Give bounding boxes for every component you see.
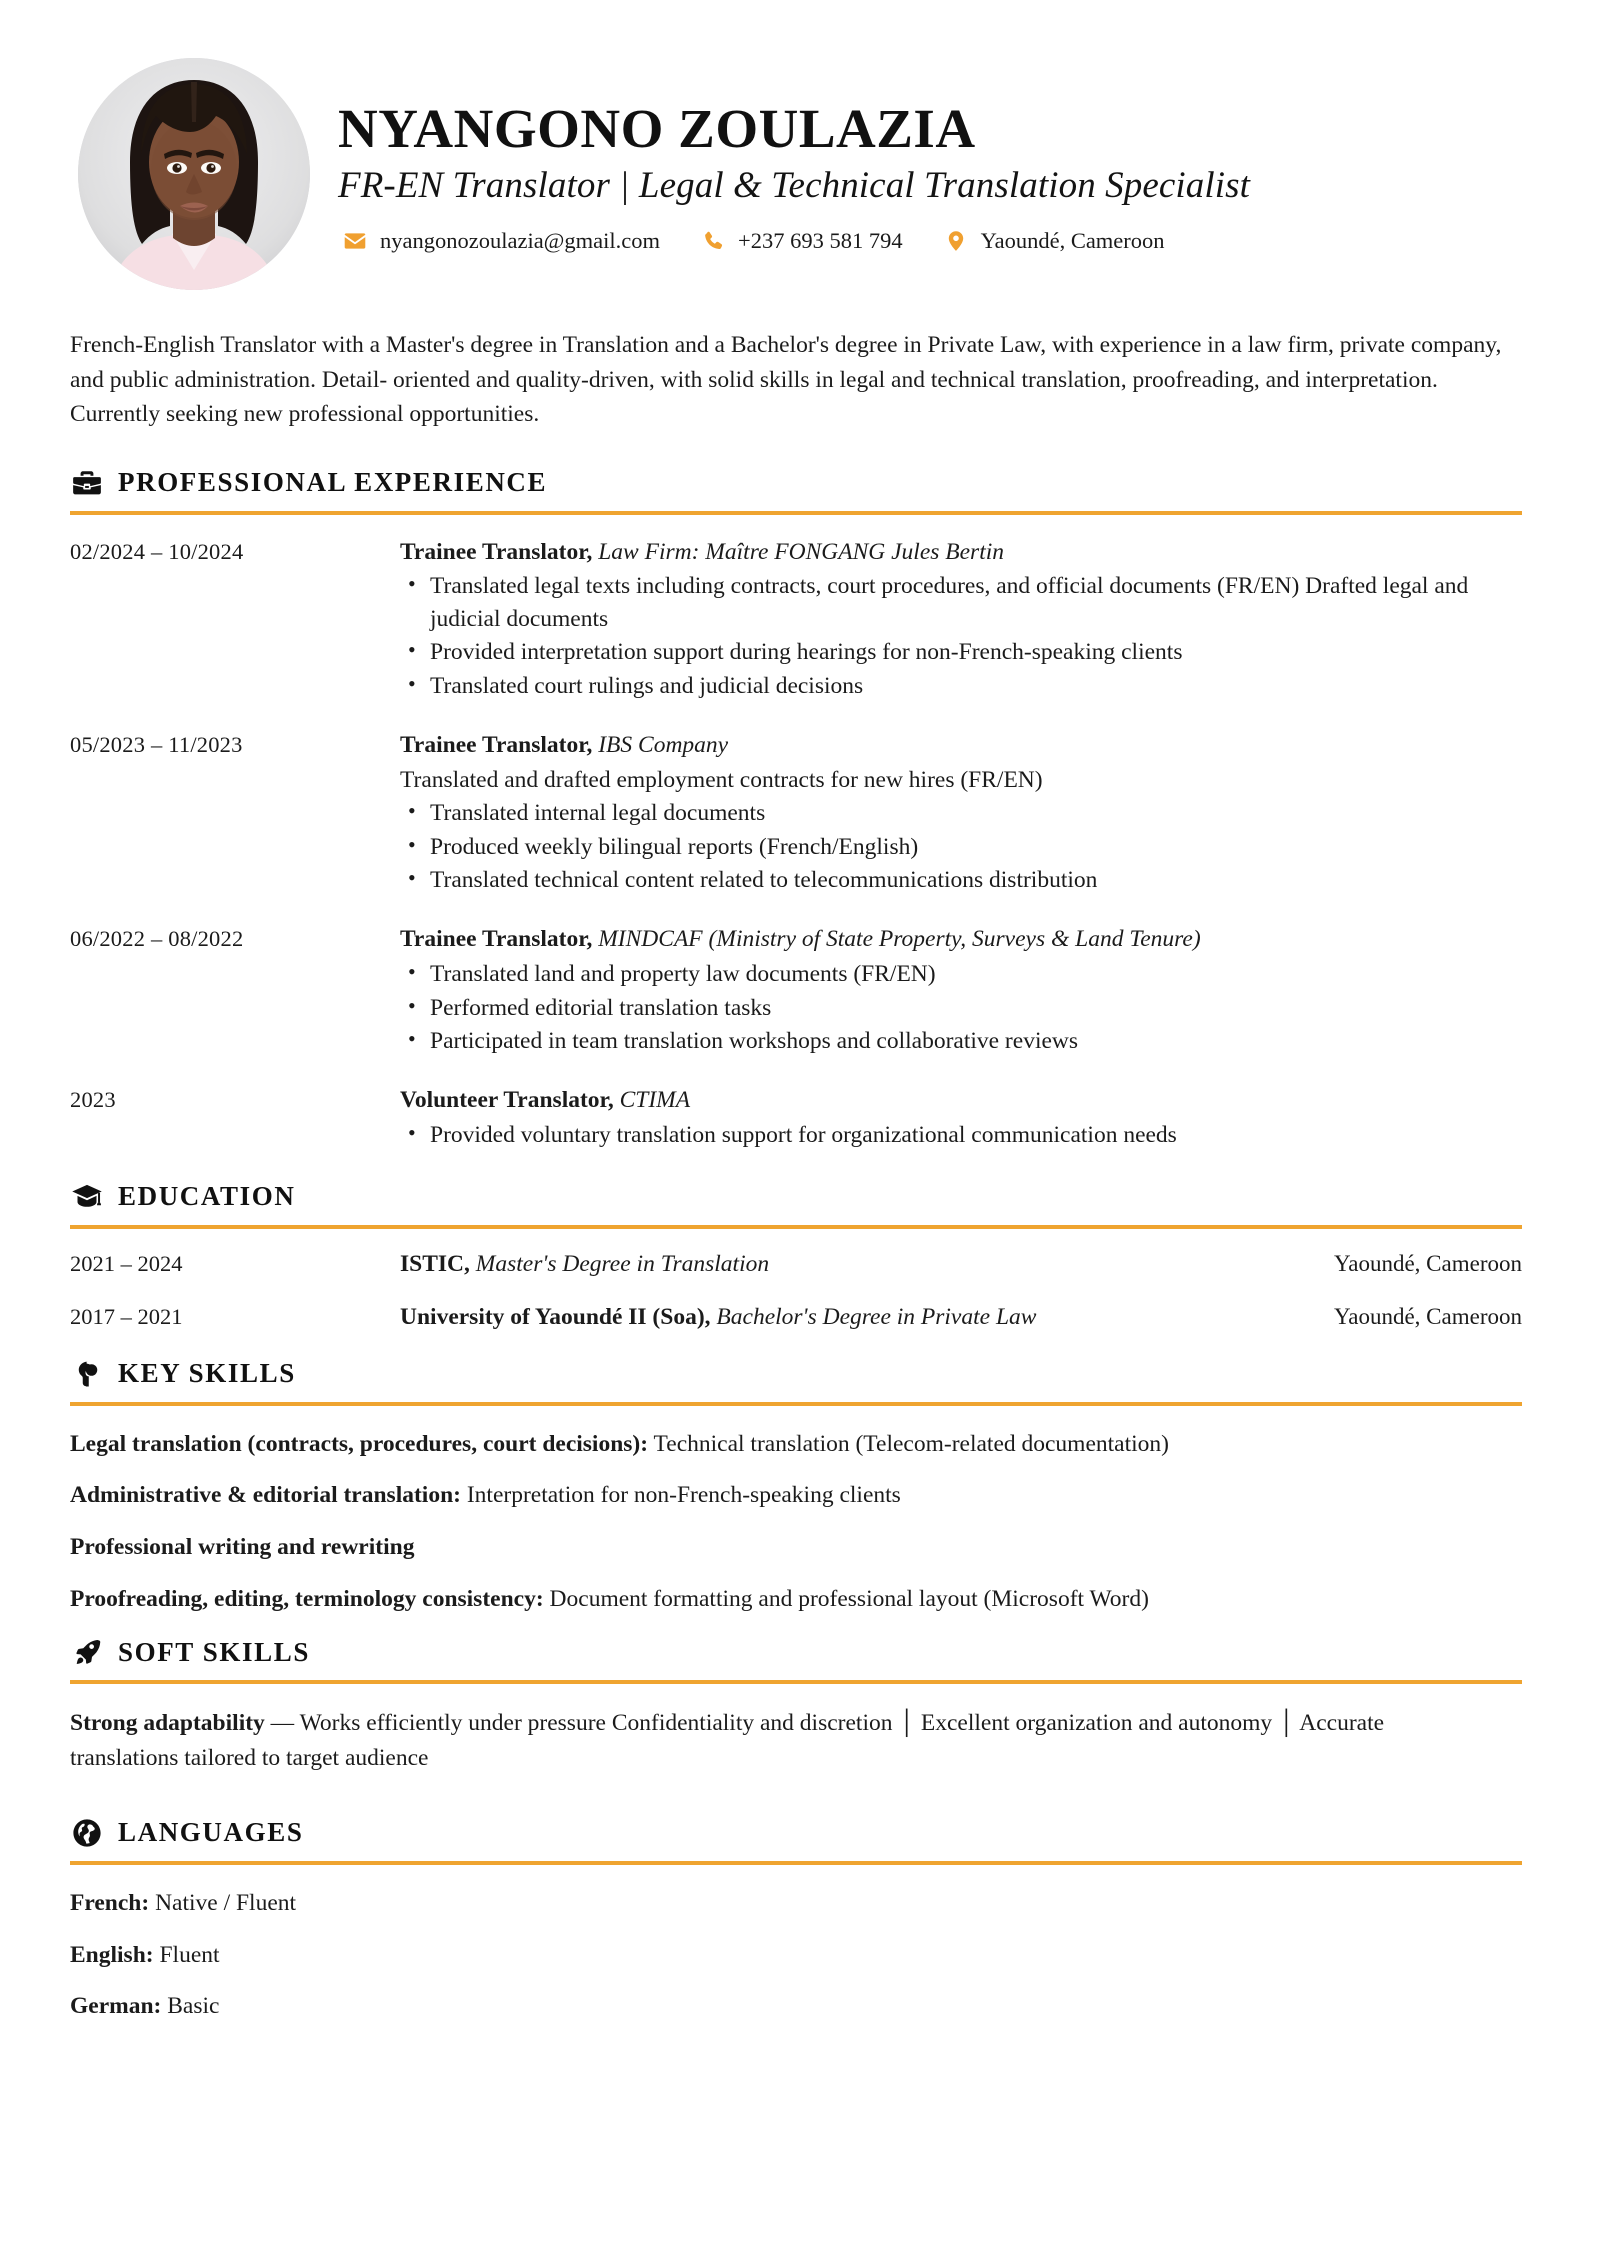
experience-role: Trainee Translator, (400, 732, 593, 758)
key-skill-value: Interpretation for non-French-speaking clients (460, 1482, 901, 1509)
graduation-cap-icon (70, 1180, 104, 1214)
briefcase-icon (70, 466, 104, 500)
experience-title-line (400, 730, 1522, 762)
section-divider (70, 1225, 1522, 1229)
experience-title-line (400, 924, 1522, 956)
contact-location-text: Yaoundé, Cameroon (980, 228, 1165, 254)
experience-org: MINDCAF (Ministry of State Property, Surveys & Land Tenure) (598, 926, 1201, 953)
experience-body (400, 730, 1522, 897)
language-label: German: (70, 1993, 162, 2020)
key-skill-row (70, 1531, 1522, 1564)
list-item: • Provided voluntary translation support for organizational communication needs (430, 1119, 1522, 1151)
language-label: French: (70, 1889, 150, 1916)
experience-org: IBS Company (598, 732, 729, 758)
experience-date: 2023 (70, 1087, 116, 1113)
education-location: Yaoundé, Cameroon (1333, 1250, 1522, 1276)
experience-lead-line: Translated and drafted employment contracts for new hires (FR/EN) (400, 766, 1043, 793)
experience-bullets (400, 570, 1522, 702)
education-degree: Master's Degree in Translation (475, 1250, 770, 1277)
experience-item (70, 924, 1522, 1058)
language-row (70, 1887, 1522, 1920)
experience-item (70, 537, 1522, 703)
language-level: Basic (161, 1993, 220, 2020)
list-item: • Provided interpretation support during hearings for non-French-speaking clients (430, 636, 1522, 668)
experience-body (400, 924, 1522, 1058)
section-title: SOFT SKILLS (118, 1636, 310, 1667)
experience-org: CTIMA (619, 1087, 691, 1114)
key-skill-row (70, 1428, 1522, 1461)
experience-body (400, 1085, 1522, 1152)
section-key-skills (70, 1357, 1522, 1617)
section-header (70, 1635, 1522, 1673)
professional-summary: French-English Translator with a Master's degree in Translation and a Bachelor's degree in Private Law, with experience in a law firm, private company, and public administration. Detail- oriented and quality-driven, with solid skills in legal and technical translation, proofreading, and interpretation. Currently seeking new professional opportunities. (70, 332, 1502, 428)
section-header (70, 1357, 1522, 1395)
experience-body (400, 537, 1522, 703)
experience-bullets (400, 1119, 1522, 1151)
key-skill-value: Technical translation (Telecom-related documentation) (648, 1430, 1169, 1457)
globe-icon (70, 1816, 104, 1850)
soft-skills-body: — Works efficiently under pressure Confidentiality and discretion │ Excellent organization and autonomy │ Accurate translations tailored to target audience (70, 1710, 1385, 1771)
email-icon (342, 228, 368, 254)
section-soft-skills (70, 1635, 1522, 1776)
section-header (70, 466, 1522, 504)
soft-skills-lead: Strong adaptability (70, 1710, 265, 1737)
experience-item (70, 730, 1522, 897)
education-school: University of Yaoundé II (Soa), (400, 1303, 711, 1330)
resume-header (70, 58, 1522, 290)
language-level: Native / Fluent (149, 1889, 297, 1916)
experience-date: 02/2024 – 10/2024 (70, 538, 244, 564)
experience-role: Trainee Translator, (400, 926, 593, 953)
rocket-icon (70, 1635, 104, 1669)
section-professional-experience (70, 466, 1522, 1153)
experience-item (70, 1085, 1522, 1152)
key-skill-label: Legal translation (contracts, procedures, court decisions): (70, 1430, 649, 1457)
contact-row (338, 228, 1522, 254)
section-title: EDUCATION (118, 1181, 296, 1212)
list-item: • Produced weekly bilingual reports (French/English) (430, 831, 1522, 863)
education-item (70, 1304, 1522, 1331)
contact-email[interactable] (342, 228, 660, 254)
list-item: • Translated internal legal documents (430, 797, 1522, 829)
avatar (78, 58, 310, 290)
location-pin-icon (943, 228, 969, 254)
key-skill-row (70, 1479, 1522, 1512)
experience-role: Volunteer Translator, (400, 1087, 614, 1114)
list-item: • Translated technical content related to telecommunications distribution (430, 864, 1522, 896)
section-languages (70, 1816, 1522, 2024)
experience-bullets (400, 797, 1522, 896)
experience-org: Law Firm: Maître FONGANG Jules Bertin (598, 538, 1005, 565)
list-item: • Participated in team translation workshops and collaborative reviews (430, 1025, 1522, 1057)
section-divider (70, 1402, 1522, 1406)
education-date: 2021 – 2024 (70, 1250, 183, 1276)
section-divider (70, 1680, 1522, 1684)
key-skill-value: Document formatting and professional layout (Microsoft Word) (543, 1586, 1149, 1613)
language-level: Fluent (153, 1941, 220, 1968)
education-main (400, 1251, 1314, 1278)
experience-title-line (400, 537, 1522, 569)
job-subtitle: FR-EN Translator | Legal & Technical Translation Specialist (338, 164, 1251, 206)
key-skill-label: Professional writing and rewriting (70, 1534, 415, 1561)
language-row (70, 1939, 1522, 1972)
education-location: Yaoundé, Cameroon (1333, 1303, 1522, 1329)
education-item (70, 1251, 1522, 1278)
section-title: KEY SKILLS (118, 1358, 296, 1389)
section-divider (70, 511, 1522, 515)
section-divider (70, 1861, 1522, 1865)
photo-container (70, 58, 320, 290)
experience-date: 06/2022 – 08/2022 (70, 926, 244, 952)
experience-date: 05/2023 – 11/2023 (70, 732, 243, 757)
experience-title-line (400, 1085, 1522, 1117)
section-education (70, 1180, 1522, 1331)
key-skill-label: Proofreading, editing, terminology consistency: (70, 1586, 544, 1613)
contact-phone-text: +237 693 581 794 (738, 228, 903, 254)
education-main (400, 1304, 1314, 1331)
key-skill-label: Administrative & editorial translation: (70, 1482, 461, 1509)
contact-email-text: nyangonozoulazia@gmail.com (380, 228, 661, 254)
page-title: NYANGONO ZOULAZIA (338, 97, 976, 159)
contact-location (943, 228, 1165, 254)
experience-role: Trainee Translator, (400, 538, 593, 565)
phone-icon (700, 228, 726, 254)
soft-skills-text (70, 1706, 1470, 1776)
education-degree: Bachelor's Degree in Private Law (716, 1303, 1037, 1330)
language-label: English: (70, 1941, 154, 1968)
header-text (320, 94, 1522, 254)
education-school: ISTIC, (400, 1250, 470, 1277)
section-title: PROFESSIONAL EXPERIENCE (118, 467, 548, 498)
list-item: • Translated court rulings and judicial decisions (430, 670, 1522, 702)
list-item: • Performed editorial translation tasks (430, 992, 1522, 1024)
language-row (70, 1990, 1522, 2023)
section-title: LANGUAGES (118, 1817, 304, 1848)
contact-phone[interactable] (700, 228, 903, 254)
list-item: • Translated land and property law documents (FR/EN) (430, 958, 1522, 990)
key-skill-row (70, 1583, 1522, 1616)
section-header (70, 1816, 1522, 1854)
list-item: • Translated legal texts including contracts, court procedures, and official documents (FR/EN) Drafted legal and judicial documents (430, 570, 1522, 635)
brain-head-icon (70, 1357, 104, 1391)
experience-bullets (400, 958, 1522, 1057)
section-header (70, 1180, 1522, 1218)
education-date: 2017 – 2021 (70, 1303, 183, 1329)
